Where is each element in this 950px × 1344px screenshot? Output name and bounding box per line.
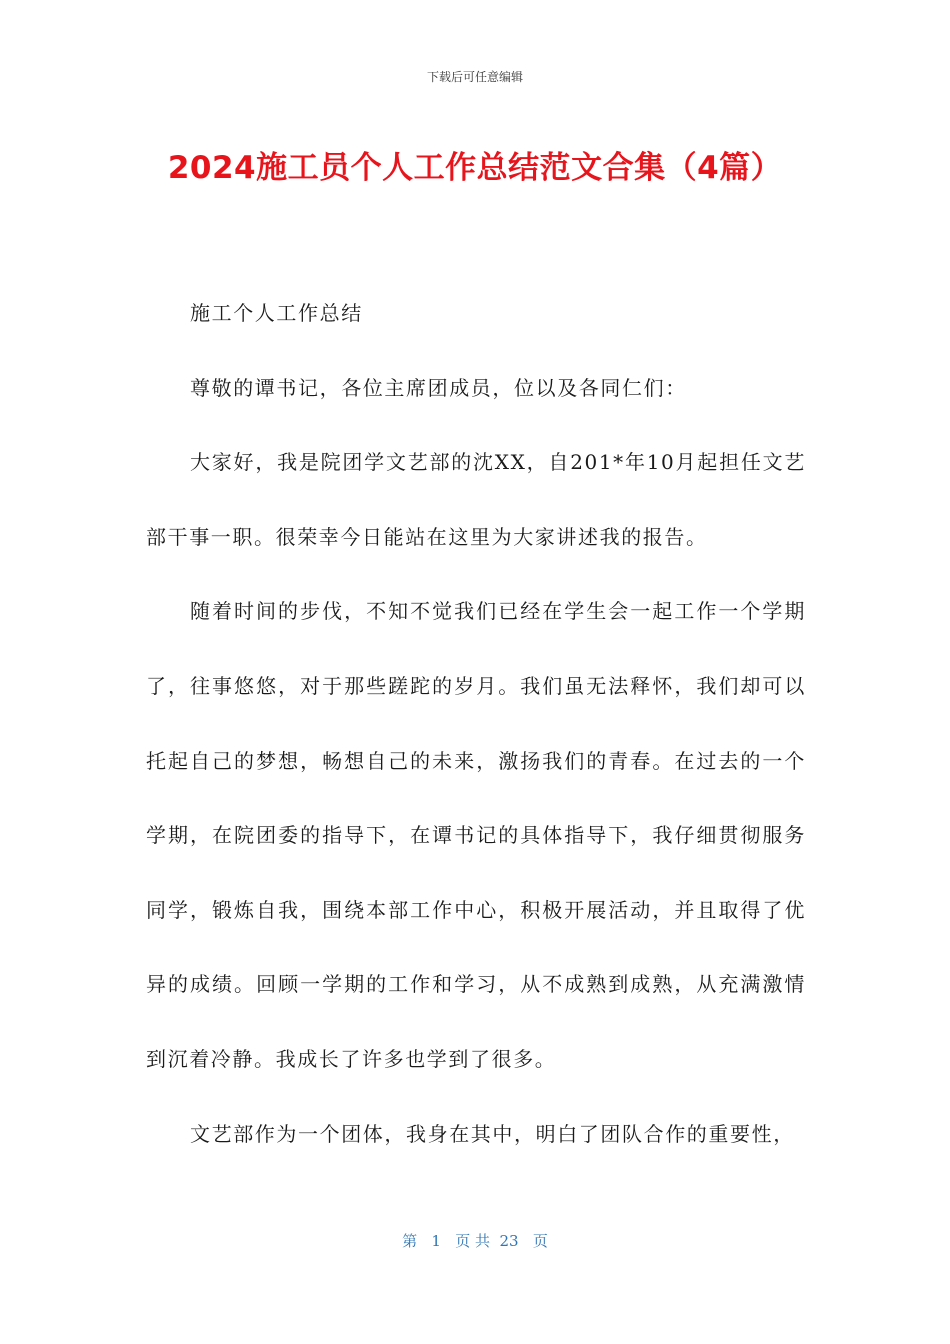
body-paragraph: 文艺部作为一个团体，我身在其中，明白了团队合作的重要性， xyxy=(190,1121,795,1146)
section-heading: 施工个人工作总结 xyxy=(190,301,363,325)
document-body xyxy=(146,276,806,1171)
body-paragraph: 随着时间的步伐，不知不觉我们已经在学生会一起工作一个学期了，往事悠悠，对于那些蹉跎的岁月。我们虽无法释怀，我们却可以托起自己的梦想，畅想自己的未来，激扬我们的青春。在过去的一个学期，在院团委的指导下，在谭书记的具体指导下，我仔细贯彻服务同学，锻炼自我，围绕本部工作中心，积极开展活动，并且取得了优异的成绩。回顾一学期的工作和学习，从不成熟到成熟，从充满激情到沉着冷静。我成长了许多也学到了很多。 xyxy=(146,599,806,1071)
body-paragraph: 大家好，我是院团学文艺部的沈XX，自201*年10月起担任文艺部干事一职。很荣幸今日能站在这里为大家讲述我的报告。 xyxy=(146,450,806,549)
page-number-footer: 第 1 页 共 23 页 xyxy=(402,1232,548,1250)
document-title: 2024施工员个人工作总结范文合集（4篇） xyxy=(167,150,783,186)
header-note: 下载后可任意编辑 xyxy=(426,70,523,84)
salutation-paragraph: 尊敬的谭书记，各位主席团成员，位以及各同仁们： xyxy=(190,375,687,400)
